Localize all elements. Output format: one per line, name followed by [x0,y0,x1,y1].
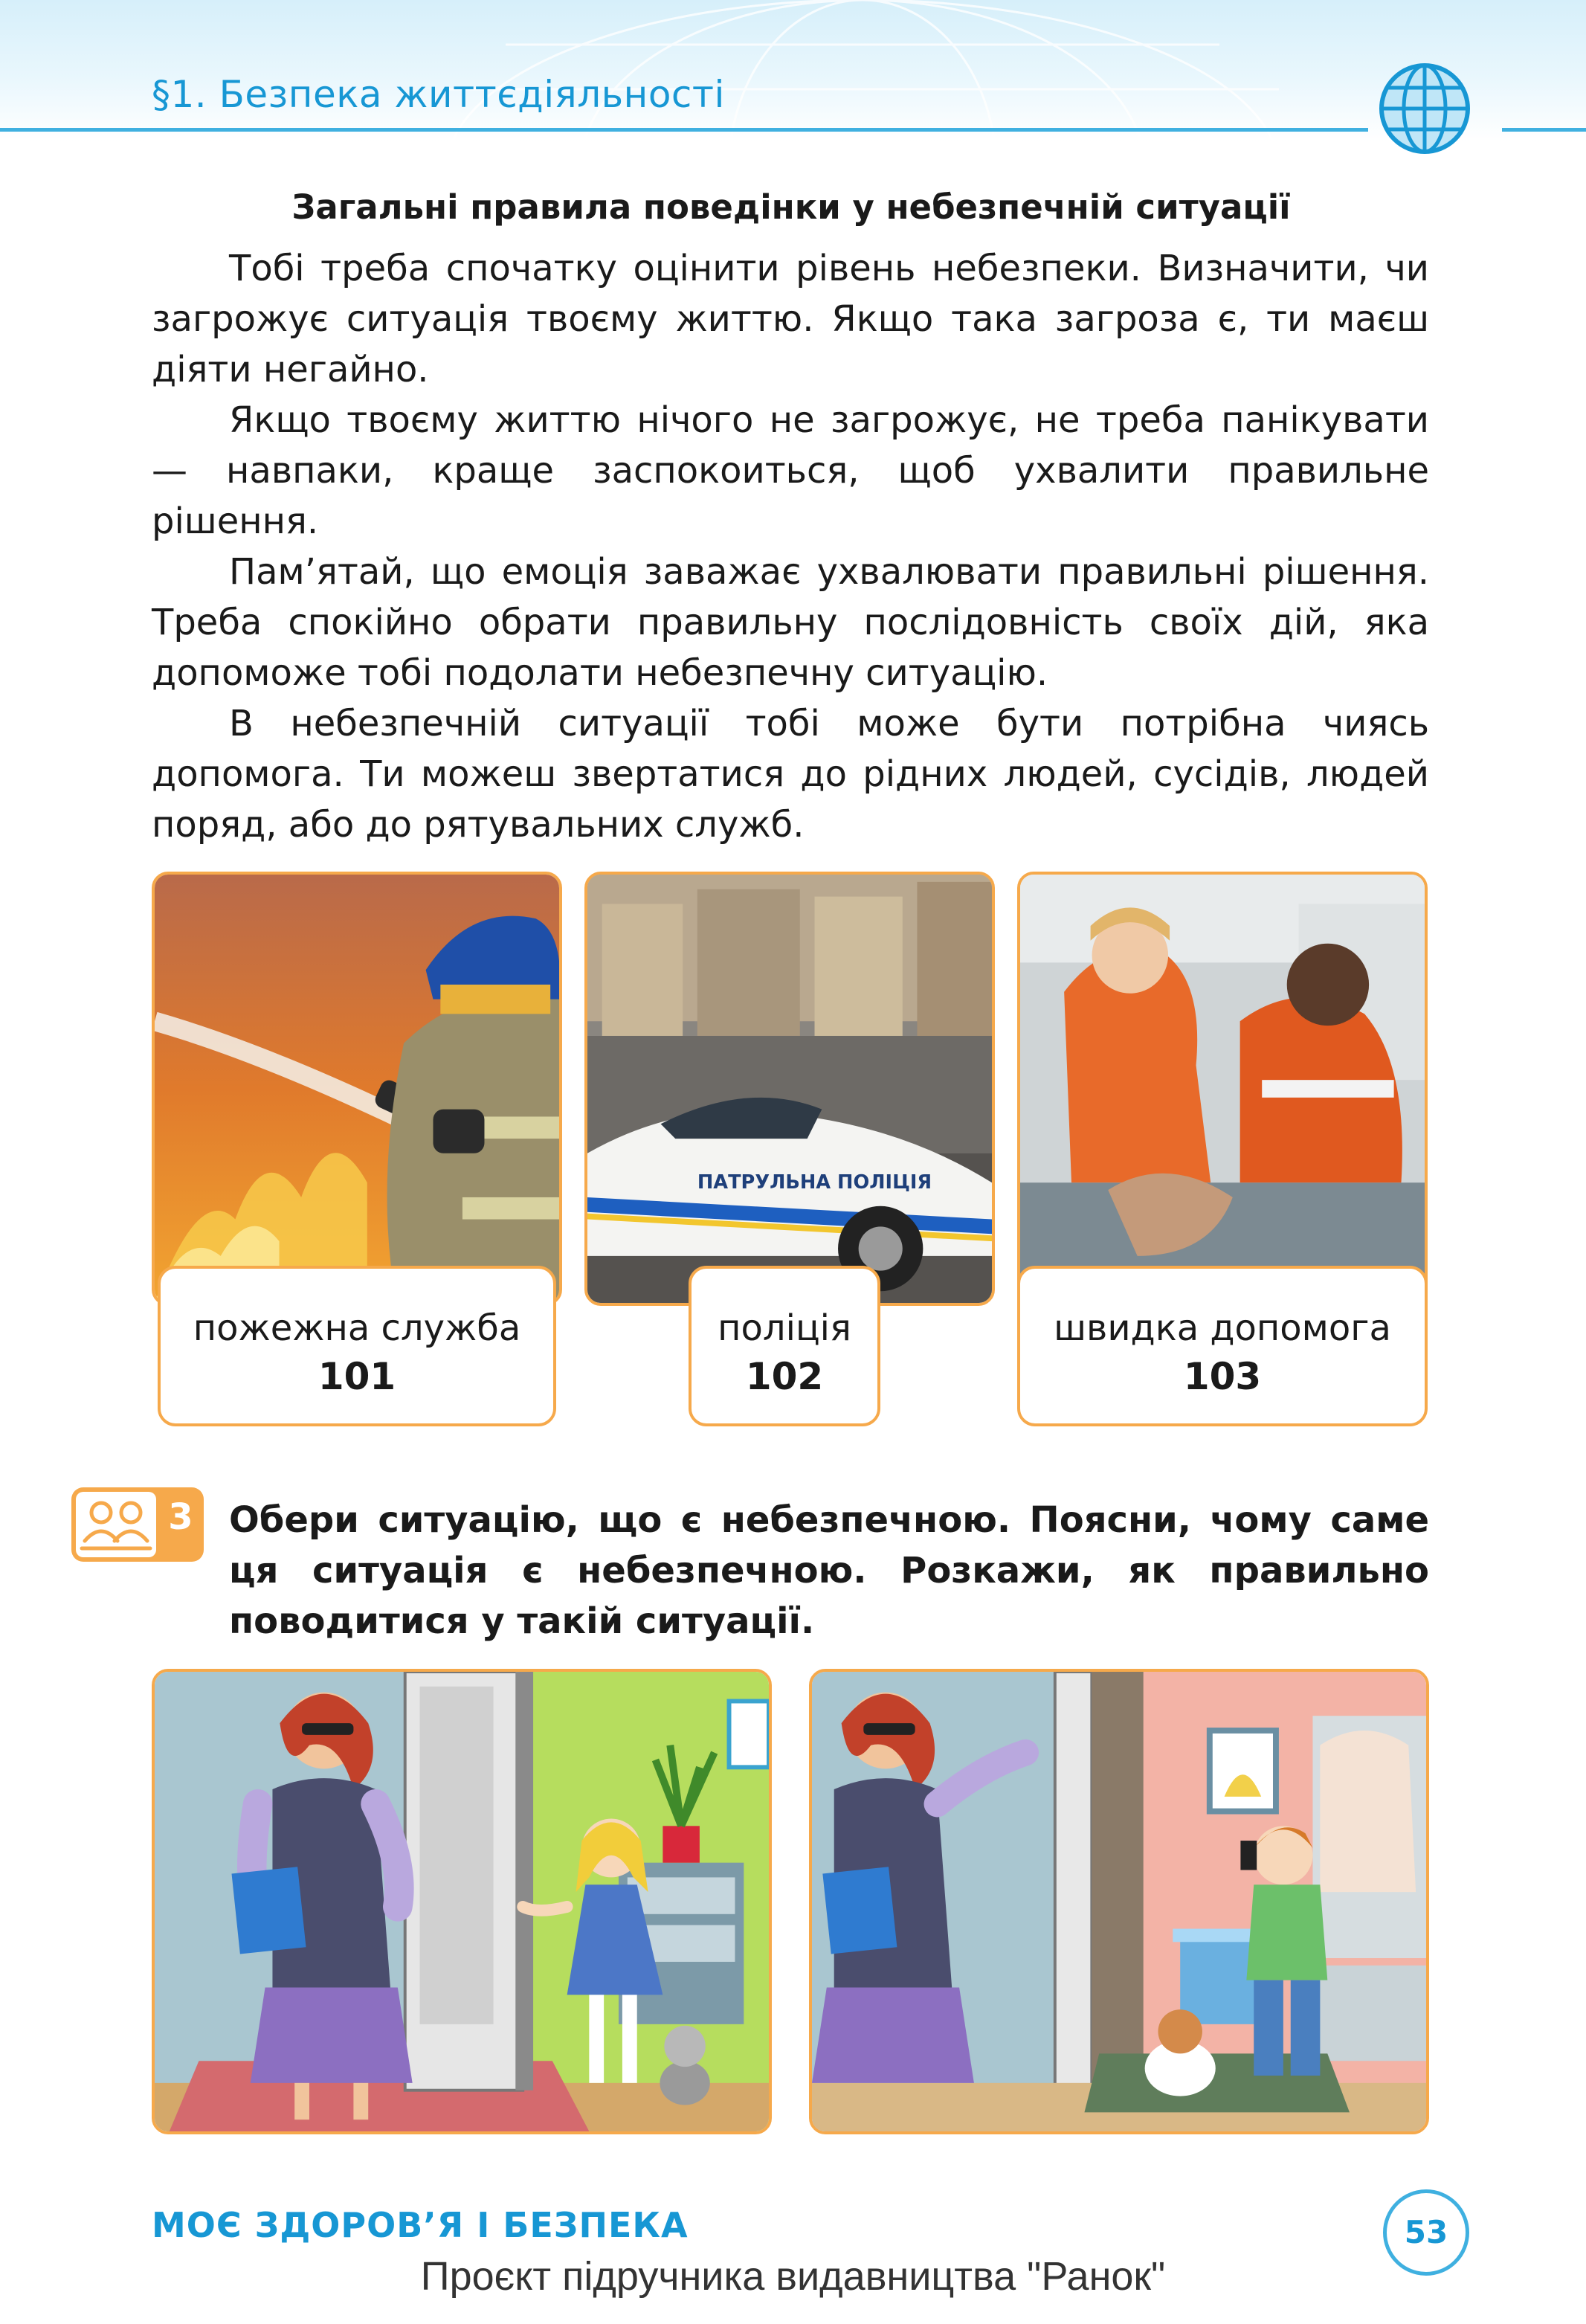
scene-girl-opens-door [152,1669,772,2134]
service-name: поліція [718,1307,851,1349]
header-decoration [0,0,1586,141]
publisher-note: Проєкт підручника видавництва "Ранок" [420,2254,1166,2299]
paragraph-2: Якщо твоєму життю нічого не загрожує, не треба панікувати — навпаки, краще заспокоиться, щоб ухвалити правильне рішення. [152,399,1429,542]
task-instructions: Обери ситуацію, що є небезпечною. Поясни, чому саме ця ситуація є небезпечною. Розкажи, як правильно поводитися у такій ситуації. [229,1499,1429,1642]
ambulance-service-card [1017,1266,1428,1426]
service-name: швидка допомога [1054,1307,1391,1349]
task-number: 3 [168,1496,193,1538]
police-service-card [689,1266,880,1426]
page-number: 53 [1383,2189,1469,2276]
firefighter-photo [152,872,562,1306]
pair-work-icon [76,1492,156,1557]
police-car-photo [584,872,995,1306]
service-number: 102 [745,1355,824,1398]
paramedics-photo [1017,872,1428,1306]
section-title: §1. Безпека життєдіяльності [152,73,725,116]
task-badge [71,1487,204,1562]
police-car-label: ПАТРУЛЬНА ПОЛІЦІЯ [697,1171,932,1194]
service-number: 103 [1183,1355,1262,1398]
scene-boy-with-phone [809,1669,1429,2134]
rules-subheading: Загальні правила поведінки у небезпечній ситуації [291,187,1291,227]
globe-icon [1377,61,1472,156]
paragraph-4: В небезпечній ситуації тобі може бути потрібна чиясь допомога. Ти можеш звертатися до рідних людей, сусідів, людей поряд, або до рятувальних служб. [152,703,1429,846]
service-number: 101 [317,1355,396,1398]
service-name: пожежна служба [193,1307,521,1349]
book-title: МОЄ ЗДОРОВ’Я І БЕЗПЕКА [152,2205,689,2245]
header-rule [0,128,1368,132]
paragraph-1: Тобі треба спочатку оцінити рівень небезпеки. Визначити, чи загрожує ситуація твоєму життю. Якщо така загроза є, ти маєш діяти негайно. [152,248,1429,390]
paragraph-3: Пам’ятай, що емоція заважає ухвалювати правильні рішення. Треба спокійно обрати правильну послідовність своїх дій, яка допоможе тобі подолати небезпечну ситуацію. [152,551,1429,694]
header-rule-right [1502,128,1586,132]
fire-service-card [158,1266,556,1426]
